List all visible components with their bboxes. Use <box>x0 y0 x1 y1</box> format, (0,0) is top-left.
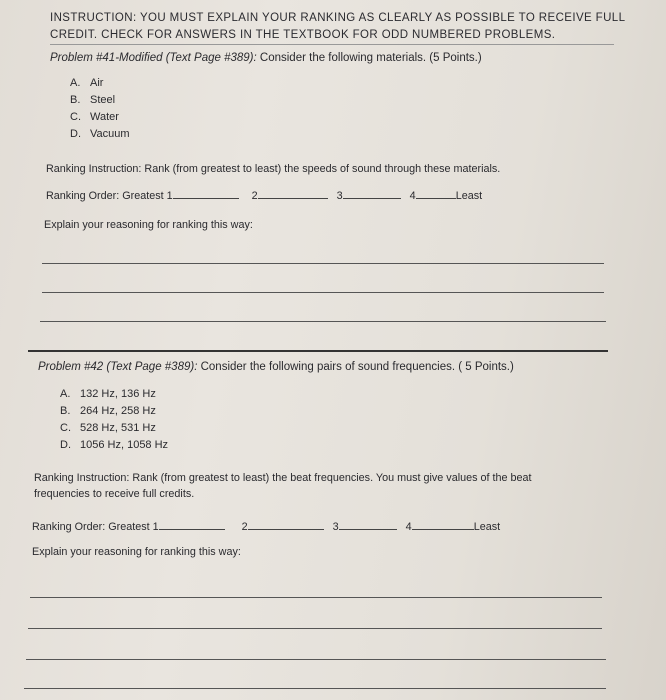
rank-4-blank[interactable] <box>412 517 474 530</box>
list-item: D. Vacuum <box>70 128 130 140</box>
problem-42-heading <box>38 361 514 373</box>
list-item: A. Air <box>70 77 104 89</box>
list-item: A. 132 Hz, 136 Hz <box>60 388 156 400</box>
rank-2-blank[interactable] <box>258 186 328 199</box>
problem-41-explain-label: Explain your reasoning for ranking this way: <box>44 219 253 231</box>
problem-42-ranking-order: Ranking Order: Greatest 1 2 3 4 Least <box>32 517 500 533</box>
list-item: D. 1056 Hz, 1058 Hz <box>60 439 169 451</box>
problem-42-frequencies-list <box>60 386 168 454</box>
problem-41-ranking-instruction: Ranking Instruction: Rank (from greatest to least) the speeds of sound through these materials. <box>46 163 501 175</box>
answer-line[interactable] <box>42 292 604 293</box>
list-item: B. Steel <box>70 94 116 106</box>
problem-41-heading <box>50 52 482 64</box>
rank-1-blank[interactable] <box>159 517 225 530</box>
problem-42-title: Problem #42 (Text Page #389): <box>38 361 198 373</box>
answer-line[interactable] <box>30 597 602 598</box>
answer-line[interactable] <box>28 628 602 629</box>
instruction-line-1: INSTRUCTION: YOU MUST EXPLAIN YOUR RANKING AS CLEARLY AS POSSIBLE TO RECEIVE FULL <box>50 12 626 24</box>
problem-41-ranking-order: Ranking Order: Greatest 1 2 3 4 Least <box>46 186 482 202</box>
rank-1-blank[interactable] <box>173 186 239 199</box>
instruction-line-2: CREDIT. CHECK FOR ANSWERS IN THE TEXTBOOK FOR ODD NUMBERED PROBLEMS. <box>50 29 556 41</box>
rank-3-blank[interactable] <box>339 517 397 530</box>
problem-42-ranking-instruction: Ranking Instruction: Rank (from greatest to least) the beat frequencies. You must give values of the beat <box>34 472 532 484</box>
section-divider <box>28 350 608 352</box>
rank-2-blank[interactable] <box>248 517 324 530</box>
list-item: C. 528 Hz, 531 Hz <box>60 422 156 434</box>
problem-42-ranking-instruction-cont: frequencies to receive full credits. <box>34 488 195 500</box>
list-item: B. 264 Hz, 258 Hz <box>60 405 156 417</box>
rank-3-blank[interactable] <box>343 186 401 199</box>
answer-line[interactable] <box>40 321 606 322</box>
problem-41-prompt: Consider the following materials. (5 Points.) <box>259 52 482 64</box>
answer-line[interactable] <box>42 263 604 264</box>
problem-42-explain-label: Explain your reasoning for ranking this way: <box>32 546 241 558</box>
answer-line[interactable] <box>26 659 606 660</box>
problem-42-prompt: Consider the following pairs of sound frequencies. ( 5 Points.) <box>200 361 514 373</box>
rank-4-blank[interactable] <box>416 186 456 199</box>
list-item: C. Water <box>70 111 119 123</box>
answer-line[interactable] <box>24 688 606 689</box>
header-underline <box>50 44 614 45</box>
problem-41-title: Problem #41-Modified (Text Page #389): <box>50 52 257 64</box>
problem-41-materials-list <box>70 75 130 143</box>
